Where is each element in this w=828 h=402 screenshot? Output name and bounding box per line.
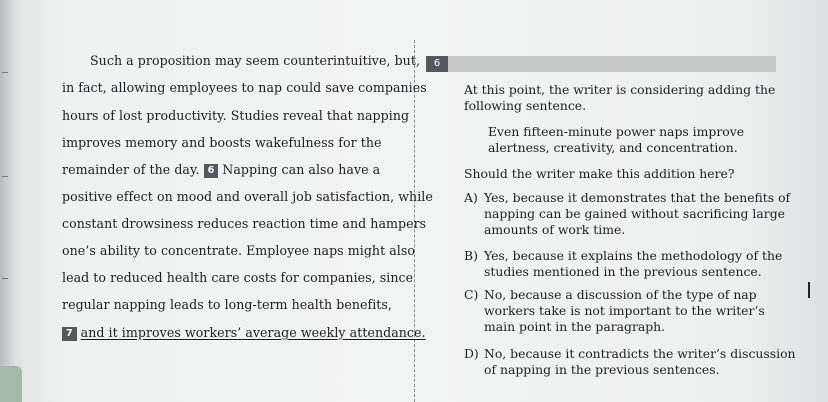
question-prompt <box>464 82 775 114</box>
prompt-line: At this point, the writer is considering adding the <box>464 82 776 97</box>
passage-line: in fact, allowing employees to nap could save companies <box>62 80 427 95</box>
passage-line: positive effect on mood and overall job satisfaction, while <box>62 189 433 204</box>
passage-line: one’s ability to concentrate. Employee naps might also <box>62 243 416 258</box>
edge-tick <box>2 278 8 279</box>
choice-line: studies mentioned in the previous sentence. <box>484 264 762 279</box>
choice-line: Yes, because it demonstrates that the benefits of <box>484 190 791 205</box>
choice-line: of napping in the previous sentences. <box>484 362 720 377</box>
choice-text <box>484 287 765 335</box>
question-marker-7[interactable]: 7 <box>62 327 77 341</box>
choice-line: main point in the paragraph. <box>484 319 666 334</box>
underlined-text: and it improves workers’ average weekly attendance. <box>80 325 426 340</box>
passage-line <box>62 162 380 178</box>
corner-tab <box>0 366 22 402</box>
page-edge <box>0 0 14 402</box>
passage-line <box>62 325 426 341</box>
passage-line: constant drowsiness reduces reaction time and hampers <box>62 216 427 231</box>
passage-line: improves memory and boosts wakefulness for the <box>62 135 382 150</box>
choice-line: No, because it contradicts the writer’s discussion <box>484 346 796 361</box>
question-header-bar <box>426 56 776 72</box>
choice-letter: D) <box>464 346 479 361</box>
choice-text <box>484 346 796 378</box>
passage-line: Such a proposition may seem counterintuitive, but, <box>90 53 421 68</box>
choice-line: No, because a discussion of the type of nap <box>484 287 757 302</box>
prompt-line: following sentence. <box>464 98 587 113</box>
choice-line: Yes, because it explains the methodology of the <box>484 248 783 263</box>
quote-line: alertness, creativity, and concentration. <box>488 140 738 155</box>
choice-letter: A) <box>464 190 478 205</box>
edge-tick <box>2 176 8 177</box>
passage-line: hours of lost productivity. Studies reveal that napping <box>62 108 410 123</box>
quote-line: Even fifteen-minute power naps improve <box>488 124 745 139</box>
question-number[interactable]: 6 <box>426 56 448 72</box>
passage-text: Napping can also have a <box>222 162 381 177</box>
edge-tick <box>2 72 8 73</box>
passage-line: lead to reduced health care costs for companies, since <box>62 270 414 285</box>
choice-text <box>484 190 790 238</box>
choice-letter: C) <box>464 287 479 302</box>
choice-text <box>484 248 782 280</box>
passage-text: remainder of the day. <box>62 162 200 177</box>
choice-line: workers take is not important to the writer’s <box>484 303 765 318</box>
question-ask: Should the writer make this addition here? <box>464 166 735 181</box>
margin-mark <box>808 282 810 298</box>
choice-letter: B) <box>464 248 478 263</box>
quoted-sentence <box>488 124 744 156</box>
choice-line: amounts of work time. <box>484 222 626 237</box>
choice-line: napping can be gained without sacrificing large <box>484 206 785 221</box>
question-marker-6[interactable]: 6 <box>204 164 219 178</box>
passage-line: regular napping leads to long-term health benefits, <box>62 297 392 312</box>
